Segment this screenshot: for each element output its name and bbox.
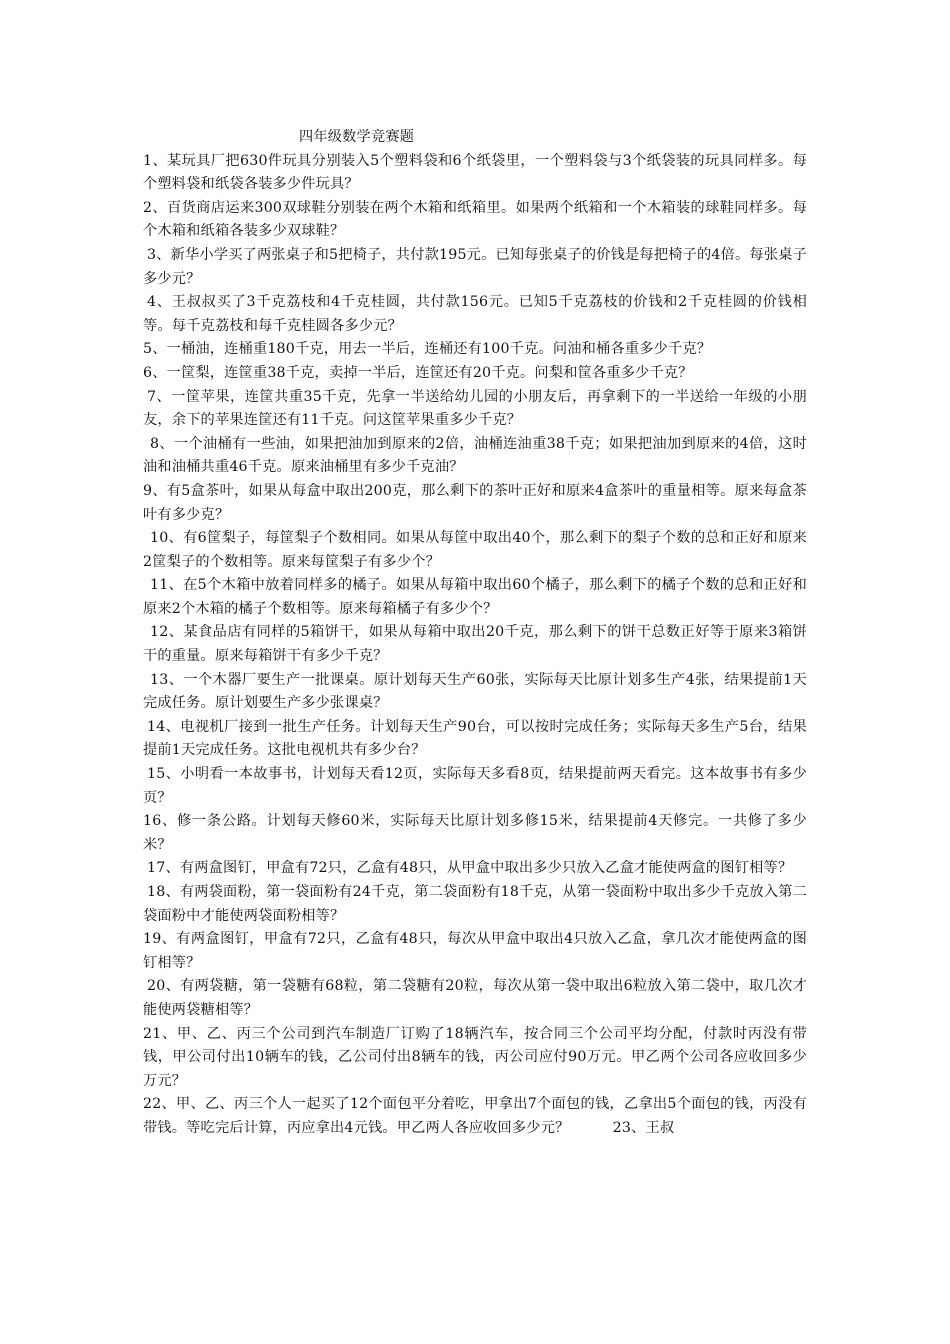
question-19: 19、有两盒图钉，甲盒有72只，乙盒有48只，每次从甲盒中取出4只放入乙盒，拿几次才能使两盒的图钉相等？: [143, 931, 807, 971]
question-20: 20、有两袋糖，第一袋糖有68粒，第二袋糖有20粒，每次从第一袋中取出6粒放入第二袋中，取几次才能使两袋糖相等？: [143, 978, 807, 1018]
question-21: 21、甲、乙、丙三个公司到汽车制造厂订购了18辆汽车，按合同三个公司平均分配，付款时丙没有带钱，甲公司付出10辆车的钱，乙公司付出8辆车的钱，丙公司应付90万元。甲乙两个公司各应收回多少万元？: [143, 1025, 807, 1089]
question-9: 9、有5盒茶叶，如果从每盒中取出200克，那么剩下的茶叶正好和原来4盒茶叶的重量相等。原来每盒茶叶有多少克？: [143, 482, 807, 523]
question-8: 8、一个油桶有一些油，如果把油加到原来的2倍，油桶连油重38千克；如果把油加到原来的4倍，这时油和油桶共重46千克。原来油桶里有多少千克油？: [143, 435, 807, 476]
question-10: 10、有6筐梨子，每筐梨子个数相同。如果从每筐中取出40个，那么剩下的梨子个数的总和正好和原来2筐梨子的个数相等。原来每筐梨子有多少个？: [143, 530, 807, 570]
question-22: 22、甲、乙、丙三个人一起买了12个面包平分着吃，甲拿出7个面包的钱，乙拿出5个面包的钱，丙没有带钱。等吃完后计算，丙应拿出4元钱。甲乙两人各应收回多少元？ 23、王叔: [143, 1096, 807, 1136]
question-14: 14、电视机厂接到一批生产任务。计划每天生产90台，可以按时完成任务；实际每天多生产5台，结果提前1天完成任务。这批电视机共有多少台？: [143, 718, 807, 759]
question-17: 17、有两盒图钉，甲盒有72只，乙盒有48只，从甲盒中取出多少只放入乙盒才能使两盒的图钉相等？: [147, 860, 793, 877]
question-4: 4、王叔叔买了3千克荔枝和4千克桂圆，共付款156元。已知5千克荔枝的价钱和2千克桂圆的价钱相等。每千克荔枝和每千克桂圆各多少元？: [143, 294, 807, 334]
question-13: 13、一个木器厂要生产一批课桌。原计划每天生产60张，实际每天比原计划多生产4张，结果提前1天完成任务。原计划要生产多少张课桌？: [143, 671, 807, 712]
document-title: 四年级数学竞赛题: [299, 129, 415, 145]
question-16: 16、修一条公路。计划每天修60米，实际每天比原计划多修15米，结果提前4天修完。一共修了多少米？: [143, 813, 807, 853]
question-5: 5、一桶油，连桶重180千克，用去一半后，连桶还有100千克。问油和桶各重多少千克？: [143, 341, 712, 358]
question-3: 3、新华小学买了两张桌子和5把椅子，共付款195元。已知每张桌子的价钱是每把椅子的4倍。每张桌子多少元？: [143, 246, 807, 287]
question-12: 12、某食品店有同样的5箱饼干，如果从每箱中取出20千克，那么剩下的饼干总数正好等于原来3箱饼干的重量。原来每箱饼干有多少千克？: [143, 624, 807, 665]
question-1: 1、某玩具厂把630件玩具分别装入5个塑料袋和6个纸袋里，一个塑料袋与3个纸袋装的玩具同样多。每个塑料袋和纸袋各装多少件玩具？: [143, 152, 807, 193]
question-18: 18、有两袋面粉，第一袋面粉有24千克，第二袋面粉有18千克，从第一袋面粉中取出多少千克放入第二袋面粉中才能使两袋面粉相等？: [143, 884, 807, 924]
document-page: [143, 126, 807, 1141]
question-7: 7、一筐苹果，连筐共重35千克，先拿一半送给幼儿园的小朋友后，再拿剩下的一半送给一年级的小朋友，余下的苹果连筐还有11千克。问这筐苹果重多少千克？: [143, 388, 807, 429]
question-15: 15、小明看一本故事书，计划每天看12页，实际每天多看8页，结果提前两天看完。这本故事书有多少页？: [143, 766, 807, 806]
question-2: 2、百货商店运来300双球鞋分别装在两个木箱和纸箱里。如果两个纸箱和一个木箱装的球鞋同样多。每个木箱和纸箱各装多少双球鞋？: [143, 199, 807, 240]
question-11: 11、在5个木箱中放着同样多的橘子。如果从每箱中取出60个橘子，那么剩下的橘子个数的总和正好和原来2个木箱的橘子个数相等。原来每箱橘子有多少个？: [143, 577, 807, 617]
question-6: 6、一筐梨，连筐重38千克，卖掉一半后，连筐还有20千克。问梨和筐各重多少千克？: [143, 364, 693, 381]
